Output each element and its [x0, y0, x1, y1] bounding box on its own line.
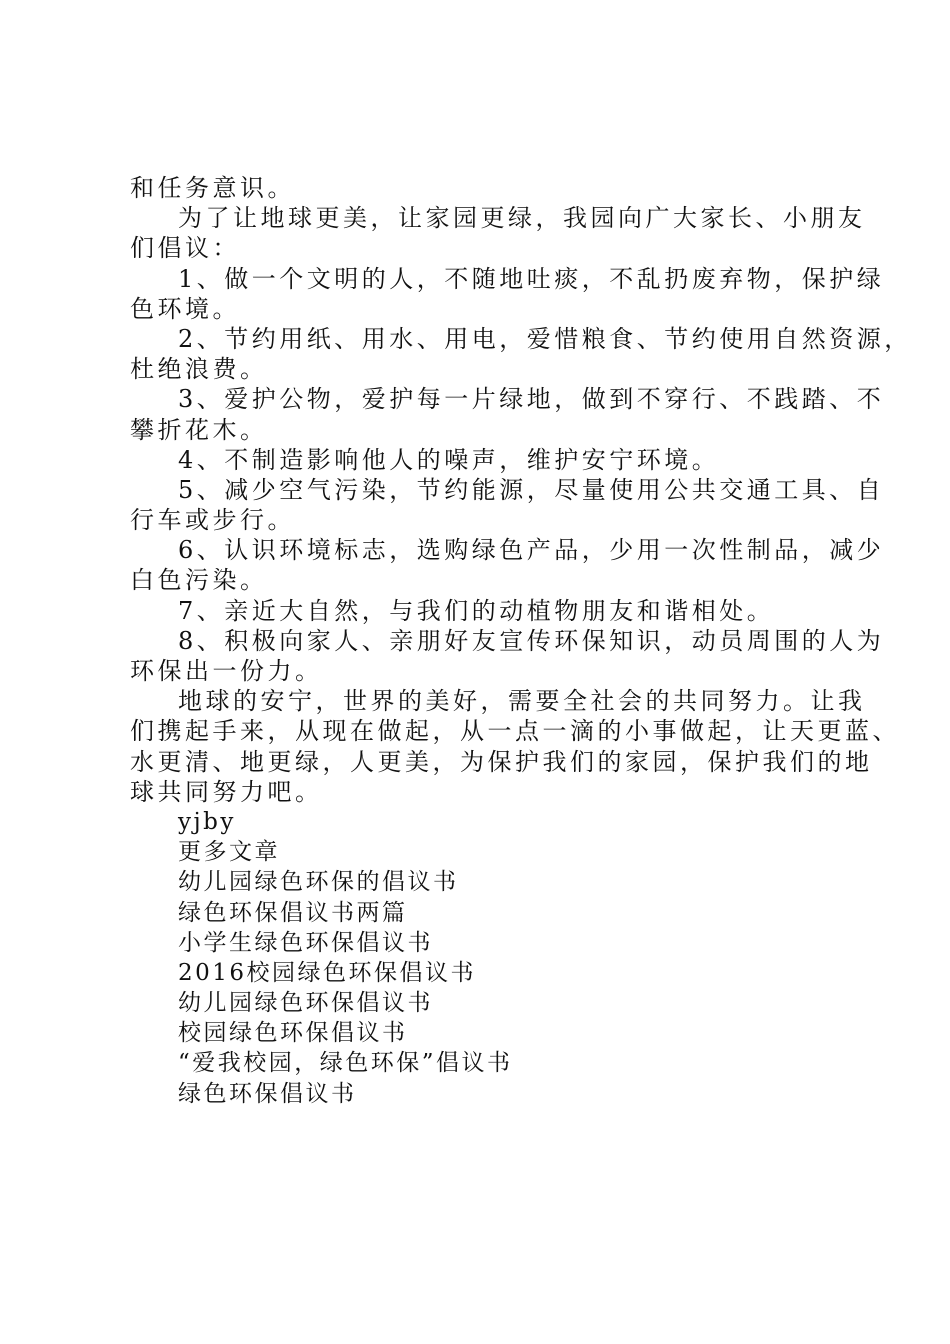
paragraph-line: 为了让地球更美，让家园更绿，我园向广大家长、小朋友	[178, 204, 866, 233]
paragraph-list	[130, 173, 912, 807]
signature: yjby	[178, 808, 236, 835]
paragraph-line: 行车或步行。	[130, 506, 295, 535]
more-article-link[interactable]: 2016校园绿色环保倡议书	[178, 959, 477, 986]
more-article-link[interactable]: “爱我校园，绿色环保”倡议书	[178, 1050, 513, 1077]
paragraph-line: 5、减少空气污染，节约能源，尽量使用公共交通工具、自	[178, 475, 885, 504]
paragraph-line: 们携起手来，从现在做起，从一点一滴的小事做起，让天更蓝、	[130, 717, 900, 746]
paragraph-line: 3、爱护公物，爱护每一片绿地，做到不穿行、不践踏、不	[178, 385, 885, 414]
paragraph-line: 攀折花木。	[130, 415, 268, 444]
paragraph-line: 和任务意识。	[130, 174, 295, 202]
paragraph-line: 球共同努力吧。	[130, 777, 323, 806]
paragraph-line: 8、积极向家人、亲朋好友宣传环保知识，动员周围的人为	[178, 626, 885, 655]
paragraph-line: 白色污染。	[130, 566, 268, 595]
paragraph-line: 2、节约用纸、用水、用电，爱惜粮食、节约使用自然资源，	[178, 324, 912, 353]
paragraph-line: 色环境。	[130, 294, 240, 323]
paragraph-line: 7、亲近大自然，与我们的动植物朋友和谐相处。	[178, 596, 775, 625]
paragraph-line: 6、认识环境标志，选购绿色产品，少用一次性制品，减少	[178, 536, 885, 565]
paragraph-line: 4、不制造影响他人的噪声，维护安宁环境。	[178, 445, 720, 474]
paragraph-line: 水更清、地更绿，人更美，为保护我们的家园，保护我们的地	[130, 747, 873, 776]
more-article-link[interactable]: 幼儿园绿色环保的倡议书	[178, 869, 459, 896]
more-article-link[interactable]: 幼儿园绿色环保倡议书	[178, 990, 433, 1017]
more-article-link[interactable]: 绿色环保倡议书两篇	[178, 899, 408, 926]
more-articles-list	[130, 867, 835, 1109]
more-article-link[interactable]: 校园绿色环保倡议书	[178, 1020, 408, 1047]
paragraph-line: 杜绝浪费。	[130, 355, 268, 384]
more-article-link[interactable]: 小学生绿色环保倡议书	[178, 929, 433, 956]
more-articles-heading: 更多文章	[178, 839, 280, 866]
paragraph-line: 们倡议：	[130, 234, 240, 263]
more-article-link[interactable]: 绿色环保倡议书	[178, 1080, 357, 1107]
paragraph-line: 环保出一份力。	[130, 657, 323, 685]
document-body	[130, 173, 912, 1109]
paragraph-line: 1、做一个文明的人，不随地吐痰，不乱扔废弃物，保护绿	[178, 264, 885, 293]
paragraph-line: 地球的安宁，世界的美好，需要全社会的共同努力。让我	[178, 687, 866, 716]
